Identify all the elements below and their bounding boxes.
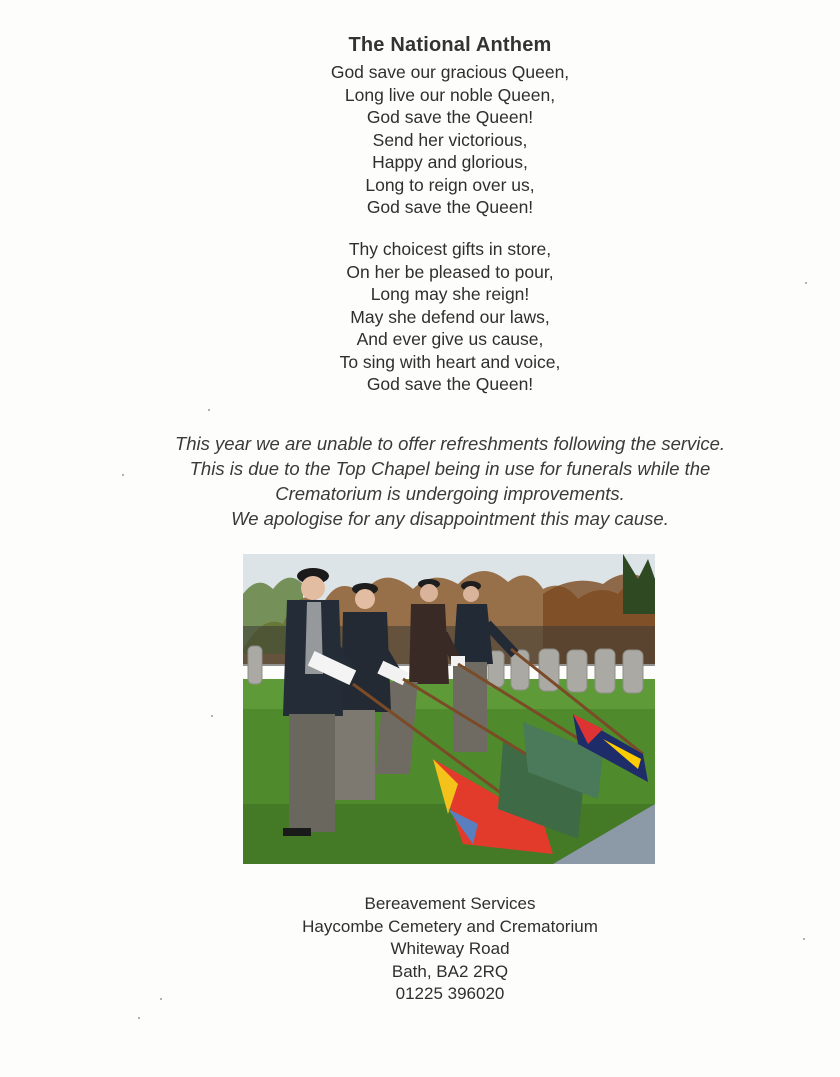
scan-speck: [805, 282, 807, 284]
anthem-title: The National Anthem: [348, 34, 552, 56]
verse-line: God save the Queen!: [366, 374, 534, 394]
contact-address: [0, 893, 840, 1006]
scan-speck: [138, 1017, 140, 1019]
verse-line: To sing with heart and voice,: [339, 351, 561, 372]
address-line: Bereavement Services: [364, 894, 536, 913]
verse-line: May she defend our laws,: [350, 306, 550, 327]
scan-speck: [211, 715, 213, 717]
standard-bearers-photo: [243, 554, 655, 864]
anthem-verse-1: [0, 61, 840, 219]
scan-speck: [803, 938, 805, 940]
verse-line: Thy choicest gifts in store,: [348, 239, 552, 259]
verse-line: Long to reign over us,: [365, 174, 535, 195]
refreshments-notice: [0, 431, 840, 531]
verse-line: And ever give us cause,: [356, 329, 544, 349]
scan-speck: [122, 474, 124, 476]
scan-speck: [208, 409, 210, 411]
verse-line: On her be pleased to pour,: [346, 261, 554, 282]
notice-line: Crematorium is undergoing improvements.: [275, 483, 625, 504]
verse-line: God save our gracious Queen,: [330, 62, 570, 82]
address-line: Haycombe Cemetery and Crematorium: [302, 916, 598, 936]
verse-line: God save the Queen!: [366, 197, 534, 217]
notice-line: This year we are unable to offer refreshments following the service.: [174, 433, 726, 454]
verse-line: Send her victorious,: [372, 129, 528, 150]
scan-speck: [160, 998, 162, 1000]
address-line: Bath, BA2 2RQ: [391, 961, 509, 981]
verse-line: Happy and glorious,: [372, 152, 528, 172]
notice-line: This is due to the Top Chapel being in use for funerals while the: [189, 458, 711, 479]
verse-line: God save the Queen!: [366, 107, 534, 127]
address-line: Whiteway Road: [390, 939, 510, 958]
notice-line: We apologise for any disappointment this may cause.: [231, 508, 669, 529]
phone-number: 01225 396020: [395, 984, 505, 1003]
anthem-verse-2: [0, 238, 840, 396]
verse-line: Long live our noble Queen,: [344, 84, 556, 105]
verse-line: Long may she reign!: [370, 284, 530, 304]
